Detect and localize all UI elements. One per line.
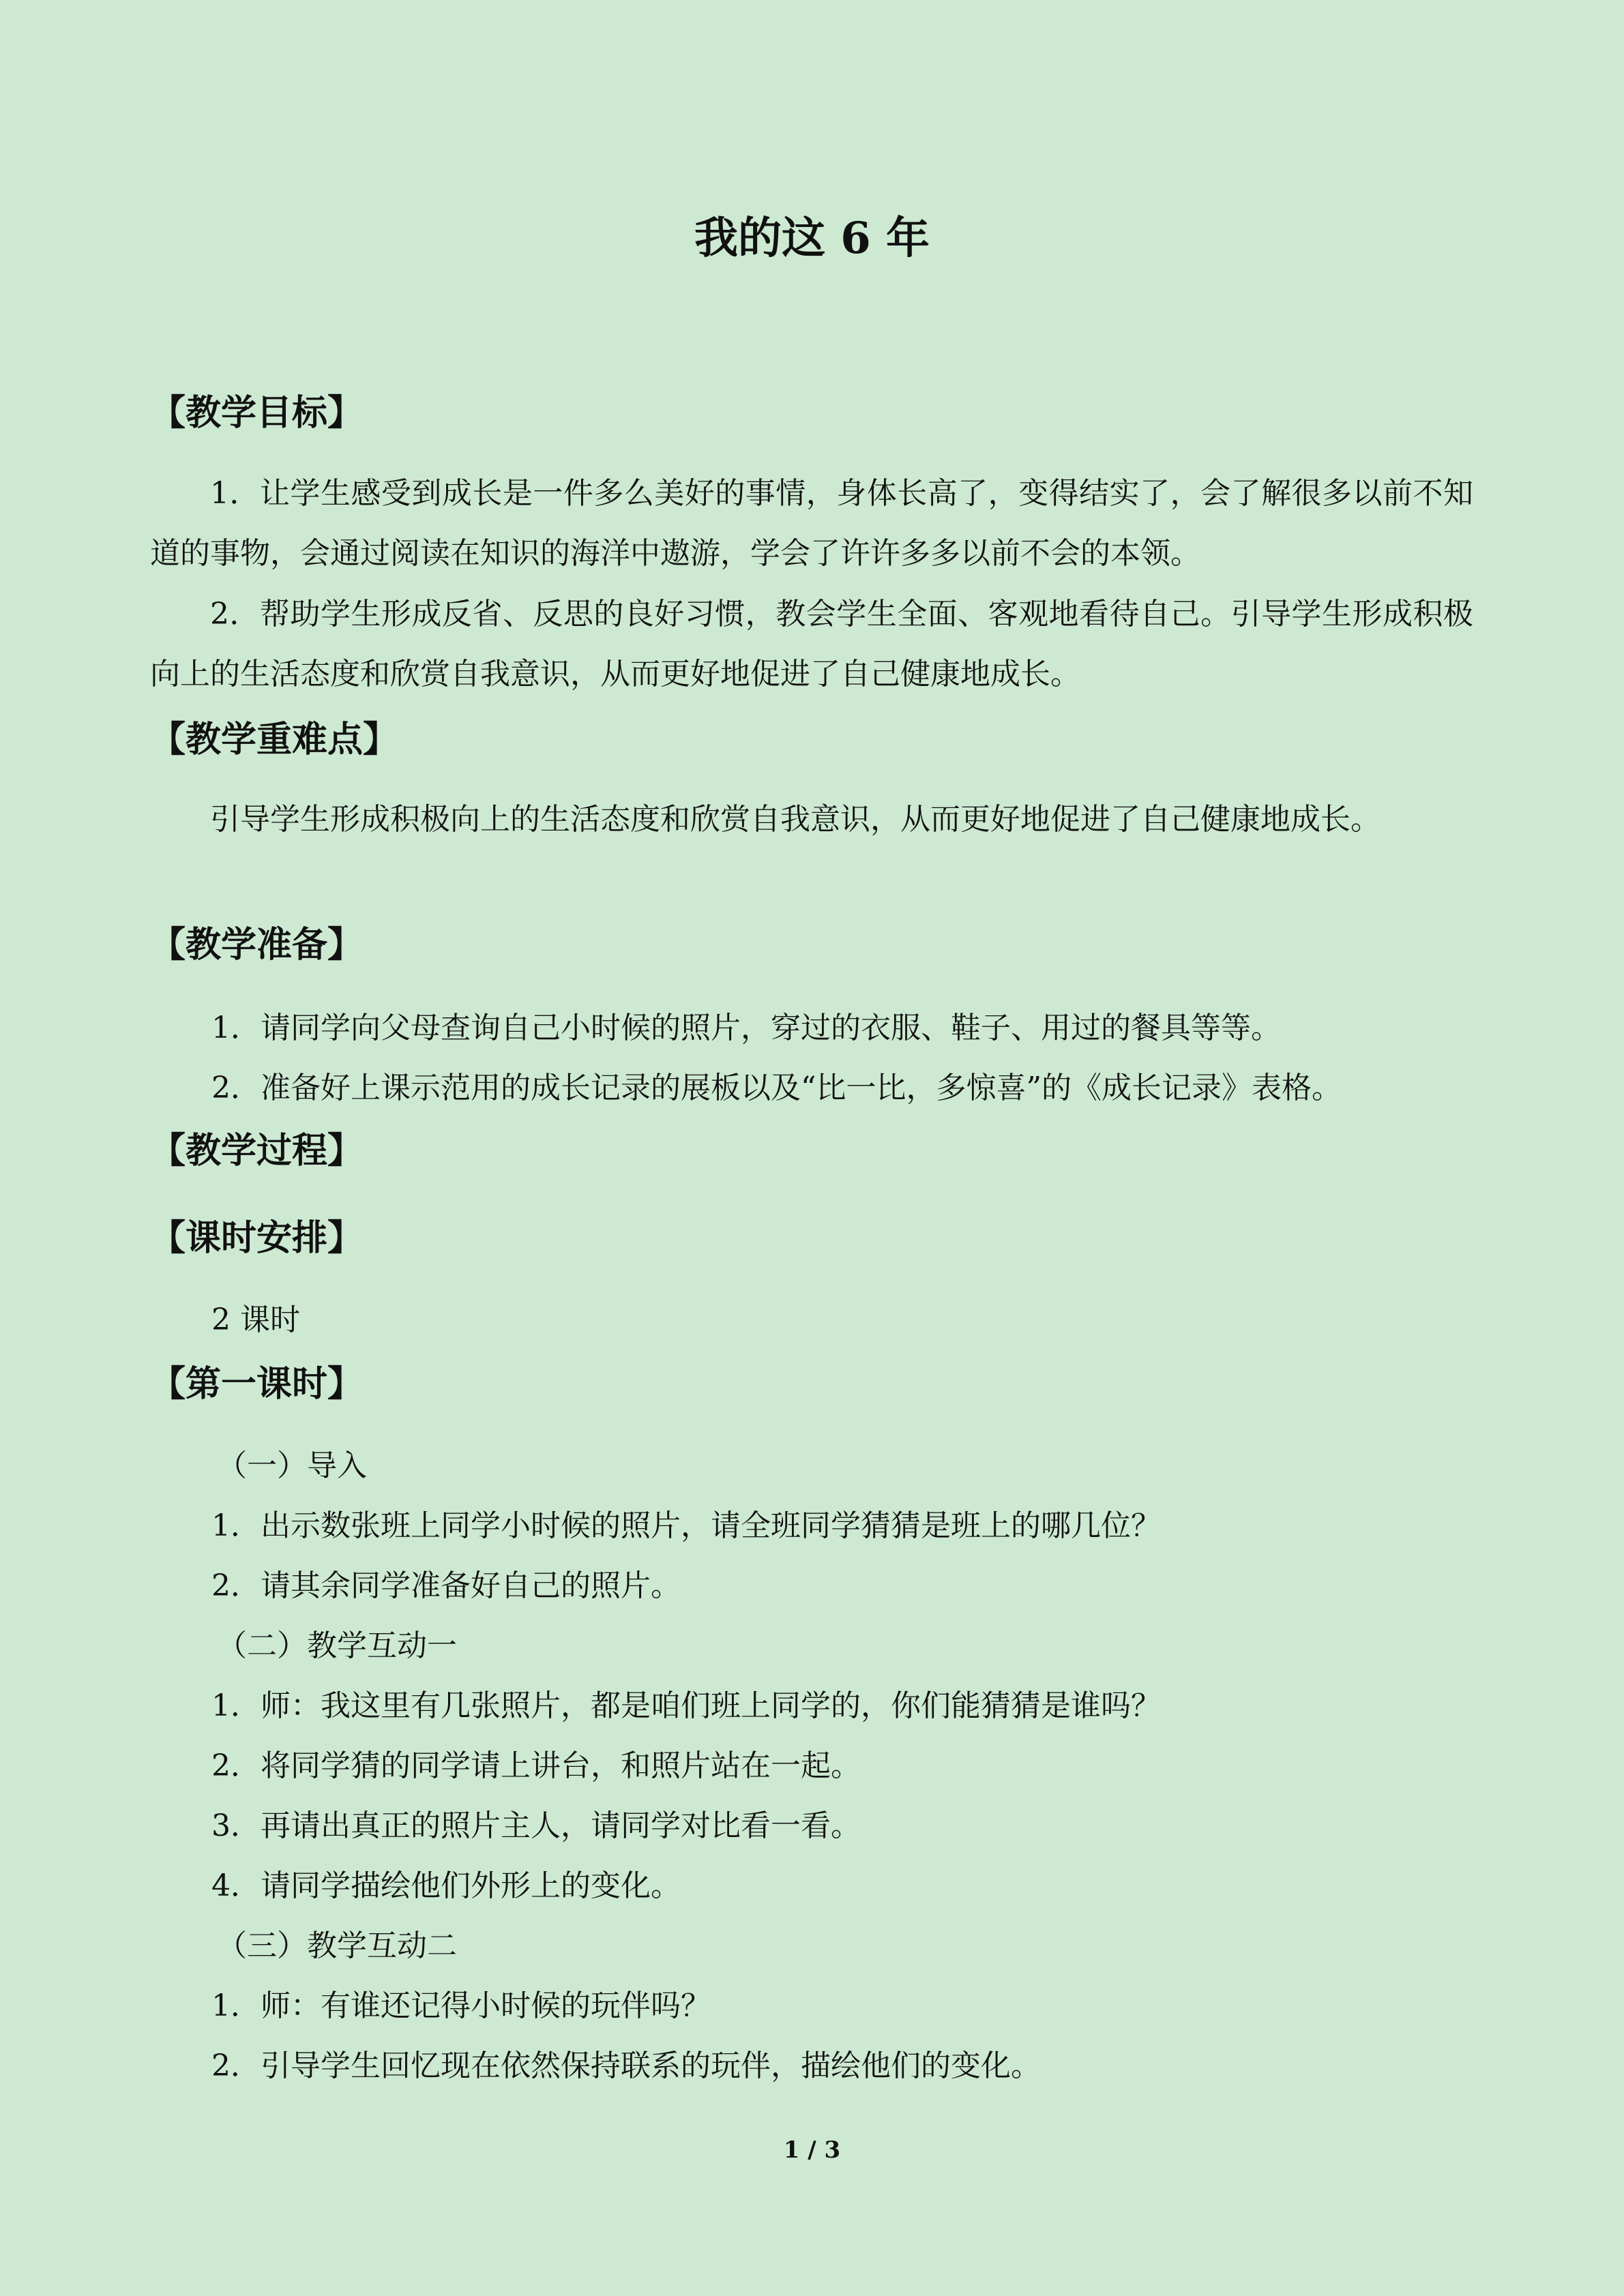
section-heading-process: 【教学过程】 bbox=[150, 1130, 364, 1172]
lesson1-part-1-title: （一）导入 bbox=[217, 1448, 367, 1483]
preparation-item-1: 1．请同学向父母查询自己小时候的照片，穿过的衣服、鞋子、用过的餐具等等。 bbox=[211, 1011, 1281, 1045]
section-heading-objectives: 【教学目标】 bbox=[150, 392, 364, 434]
lesson1-part-2-item-4: 4．请同学描绘他们外形上的变化。 bbox=[211, 1868, 681, 1903]
objectives-paragraph-2: 2．帮助学生形成反省、反思的良好习惯，教会学生全面、客观地看待自己。引导学生形成积极向上的生活态度和欣赏自我意识，从而更好地促进了自己健康地成长。 bbox=[150, 597, 1473, 691]
lesson1-part-2-title: （二）教学互动一 bbox=[217, 1628, 457, 1663]
lesson1-part-3-item-2: 2．引导学生回忆现在依然保持联系的玩伴，描绘他们的变化。 bbox=[211, 2048, 1041, 2083]
section-heading-key-points: 【教学重难点】 bbox=[150, 719, 399, 760]
section-heading-preparation: 【教学准备】 bbox=[150, 924, 364, 966]
lesson1-part-2-item-3: 3．再请出真正的照片主人，请同学对比看一看。 bbox=[211, 1808, 861, 1843]
lesson1-part-1-item-2: 2．请其余同学准备好自己的照片。 bbox=[211, 1568, 681, 1603]
page-title: 我的这 6 年 bbox=[694, 213, 930, 264]
lesson1-part-2-item-2: 2．将同学猜的同学请上讲台，和照片站在一起。 bbox=[211, 1748, 861, 1783]
lesson1-part-1-item-1: 1．出示数张班上同学小时候的照片，请全班同学猜猜是班上的哪几位？ bbox=[211, 1508, 1161, 1543]
section-heading-lesson-1: 【第一课时】 bbox=[150, 1363, 364, 1405]
objectives-paragraph-1: 1．让学生感受到成长是一件多么美好的事情，身体长高了，变得结实了，会了解很多以前不知道的事物，会通过阅读在知识的海洋中遨游，学会了许许多多以前不会的本领。 bbox=[150, 476, 1473, 571]
lesson1-part-3-item-1: 1．师：有谁还记得小时候的玩伴吗？ bbox=[211, 1988, 711, 2023]
page-number: 1 / 3 bbox=[783, 2136, 841, 2164]
lesson1-part-3-title: （三）教学互动二 bbox=[217, 1928, 457, 1963]
lesson1-part-2-item-1: 1．师：我这里有几张照片，都是咱们班上同学的，你们能猜猜是谁吗？ bbox=[211, 1688, 1161, 1723]
preparation-item-2: 2．准备好上课示范用的成长记录的展板以及“比一比，多惊喜”的《成长记录》表格。 bbox=[211, 1071, 1342, 1105]
key-points-paragraph: 引导学生形成积极向上的生活态度和欣赏自我意识，从而更好地促进了自己健康地成长。 bbox=[210, 802, 1381, 837]
section-heading-schedule: 【课时安排】 bbox=[150, 1217, 364, 1259]
schedule-text: 2 课时 bbox=[211, 1302, 300, 1337]
